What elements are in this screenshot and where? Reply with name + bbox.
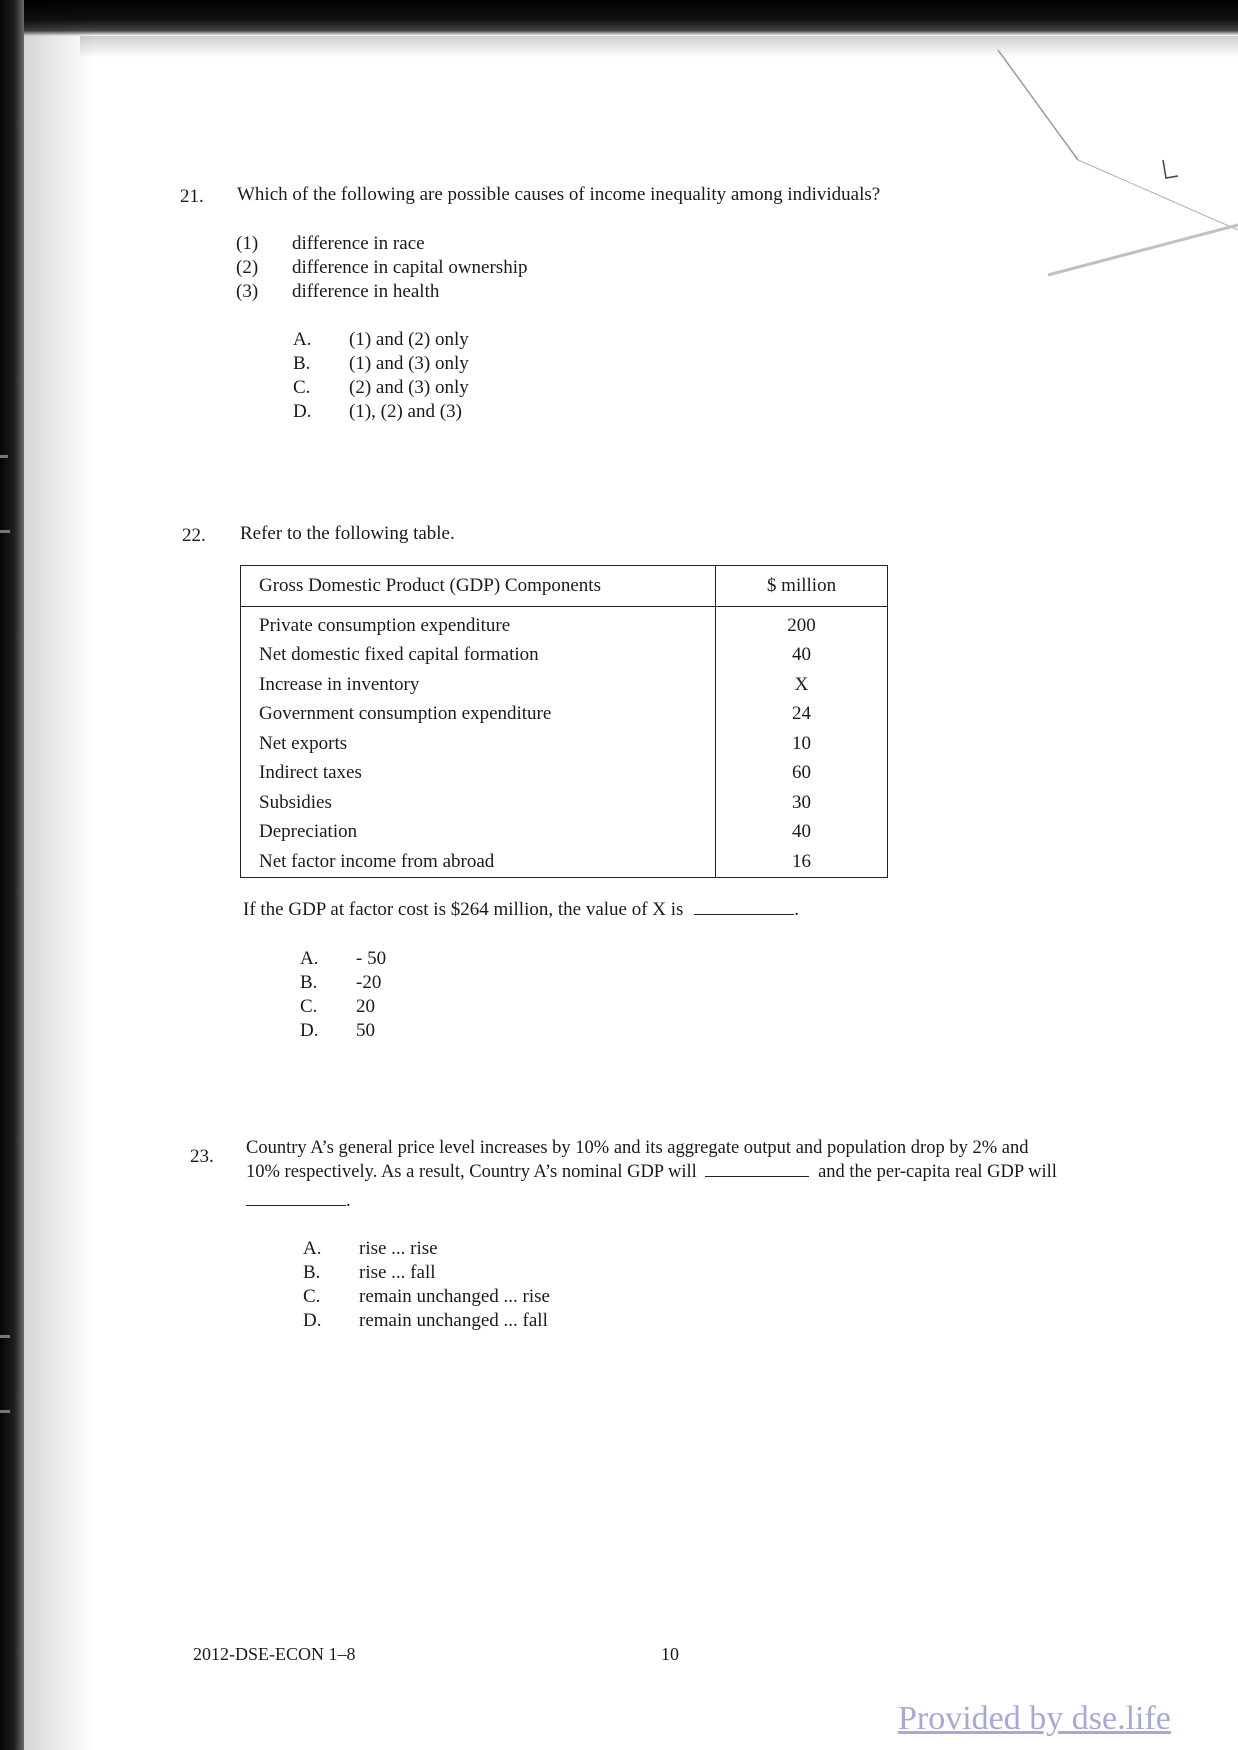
- list-item: [236, 281, 439, 303]
- option-text: rise ... rise: [359, 1238, 438, 1259]
- question-23-line-3: [246, 1189, 351, 1213]
- item-text: difference in race: [292, 233, 425, 254]
- option-letter: D.: [303, 1310, 322, 1331]
- table-row: [241, 729, 888, 759]
- scan-left-edge: [0, 0, 24, 1750]
- item-number: (2): [236, 257, 259, 278]
- option-text: - 50: [356, 948, 387, 969]
- option-letter: D.: [300, 1020, 319, 1041]
- answer-option-b: [293, 353, 469, 375]
- option-letter: A.: [303, 1238, 322, 1259]
- scan-speck: [0, 530, 10, 533]
- component-cell: Private consumption expenditure: [241, 607, 716, 641]
- answer-option-c: [300, 996, 375, 1018]
- component-cell: Government consumption expenditure: [241, 700, 716, 730]
- option-text: remain unchanged ... rise: [359, 1286, 550, 1307]
- column-header-component: Gross Domestic Product (GDP) Components: [241, 566, 716, 607]
- column-header-amount: $ million: [716, 566, 888, 607]
- answer-option-d: [300, 1020, 375, 1042]
- item-text: difference in capital ownership: [292, 257, 528, 278]
- scan-speck: [0, 1335, 10, 1338]
- component-cell: Increase in inventory: [241, 670, 716, 700]
- table-header-row: [241, 566, 888, 607]
- scan-left-shade: [24, 0, 94, 1750]
- table-row: [241, 670, 888, 700]
- answer-option-a: [300, 948, 386, 970]
- option-letter: D.: [293, 401, 312, 422]
- component-cell: Net exports: [241, 729, 716, 759]
- option-letter: B.: [303, 1262, 321, 1283]
- option-letter: C.: [303, 1286, 321, 1307]
- option-text: -20: [356, 972, 382, 993]
- question-21-number: 21.: [180, 186, 204, 207]
- table-row: [241, 847, 888, 877]
- amount-cell: X: [716, 670, 888, 700]
- amount-cell: 24: [716, 700, 888, 730]
- answer-option-b: [303, 1262, 436, 1284]
- option-letter: C.: [293, 377, 311, 398]
- paper-code: 2012-DSE-ECON 1–8: [193, 1644, 356, 1664]
- list-item: [236, 233, 425, 255]
- amount-cell: 40: [716, 641, 888, 671]
- question-22-stem: If the GDP at factor cost is $264 million, the value of X is: [243, 899, 684, 920]
- question-23-line-2: [246, 1160, 1057, 1184]
- amount-cell: 16: [716, 847, 888, 877]
- answer-option-d: [303, 1310, 548, 1332]
- amount-cell: 200: [716, 607, 888, 641]
- item-number: (1): [236, 233, 259, 254]
- answer-blank: [246, 1189, 346, 1206]
- question-23-period: .: [346, 1190, 351, 1211]
- scan-speck: [0, 455, 8, 458]
- answer-option-a: [303, 1238, 438, 1260]
- answer-option-c: [303, 1286, 550, 1308]
- component-cell: Subsidies: [241, 788, 716, 818]
- option-text: (1) and (3) only: [349, 353, 469, 374]
- gdp-components-table: [240, 565, 888, 878]
- answer-option-b: [300, 972, 381, 994]
- option-letter: B.: [293, 353, 311, 374]
- table-row: [241, 759, 888, 789]
- option-text: 50: [356, 1020, 375, 1041]
- component-cell: Indirect taxes: [241, 759, 716, 789]
- answer-option-a: [293, 329, 469, 351]
- answer-option-d: [293, 401, 462, 423]
- question-23-stem-continued: and the per-capita real GDP will: [818, 1162, 1057, 1182]
- table-row: [241, 818, 888, 848]
- answer-blank: [705, 1160, 809, 1177]
- amount-cell: 40: [716, 818, 888, 848]
- table-row: [241, 607, 888, 641]
- amount-cell: 10: [716, 729, 888, 759]
- component-cell: Depreciation: [241, 818, 716, 848]
- item-text: difference in health: [292, 281, 440, 302]
- option-text: (1), (2) and (3): [349, 401, 462, 422]
- page-number: 10: [661, 1644, 679, 1664]
- option-text: (1) and (2) only: [349, 329, 469, 350]
- answer-blank: [694, 898, 794, 915]
- option-text: rise ... fall: [359, 1262, 436, 1283]
- table-row: [241, 641, 888, 671]
- table-row: [241, 788, 888, 818]
- question-22-intro: Refer to the following table.: [240, 523, 455, 544]
- table-row: [241, 700, 888, 730]
- answer-option-c: [293, 377, 469, 399]
- option-letter: A.: [293, 329, 312, 350]
- question-23-stem: 10% respectively. As a result, Country A’s nominal GDP will: [246, 1162, 697, 1182]
- scan-speck: [0, 1410, 10, 1413]
- option-letter: A.: [300, 948, 319, 969]
- component-cell: Net domestic fixed capital formation: [241, 641, 716, 671]
- question-23-number: 23.: [190, 1146, 214, 1167]
- option-text: remain unchanged ... fall: [359, 1310, 548, 1331]
- question-22-period: .: [794, 899, 799, 920]
- question-23-line-1: Country A’s general price level increases by 10% and its aggregate output and population drop by 2% and: [246, 1138, 1029, 1158]
- page-fold-mark: [938, 30, 1238, 290]
- question-21-text: Which of the following are possible causes of income inequality among individuals?: [237, 184, 881, 205]
- question-22-number: 22.: [182, 525, 206, 546]
- watermark-link[interactable]: Provided by dse.life: [898, 1700, 1171, 1737]
- list-item: [236, 257, 527, 279]
- amount-cell: 30: [716, 788, 888, 818]
- option-text: (2) and (3) only: [349, 377, 469, 398]
- option-letter: B.: [300, 972, 318, 993]
- component-cell: Net factor income from abroad: [241, 847, 716, 877]
- item-number: (3): [236, 281, 259, 302]
- option-text: 20: [356, 996, 375, 1017]
- option-letter: C.: [300, 996, 318, 1017]
- question-22-text: [243, 898, 799, 922]
- amount-cell: 60: [716, 759, 888, 789]
